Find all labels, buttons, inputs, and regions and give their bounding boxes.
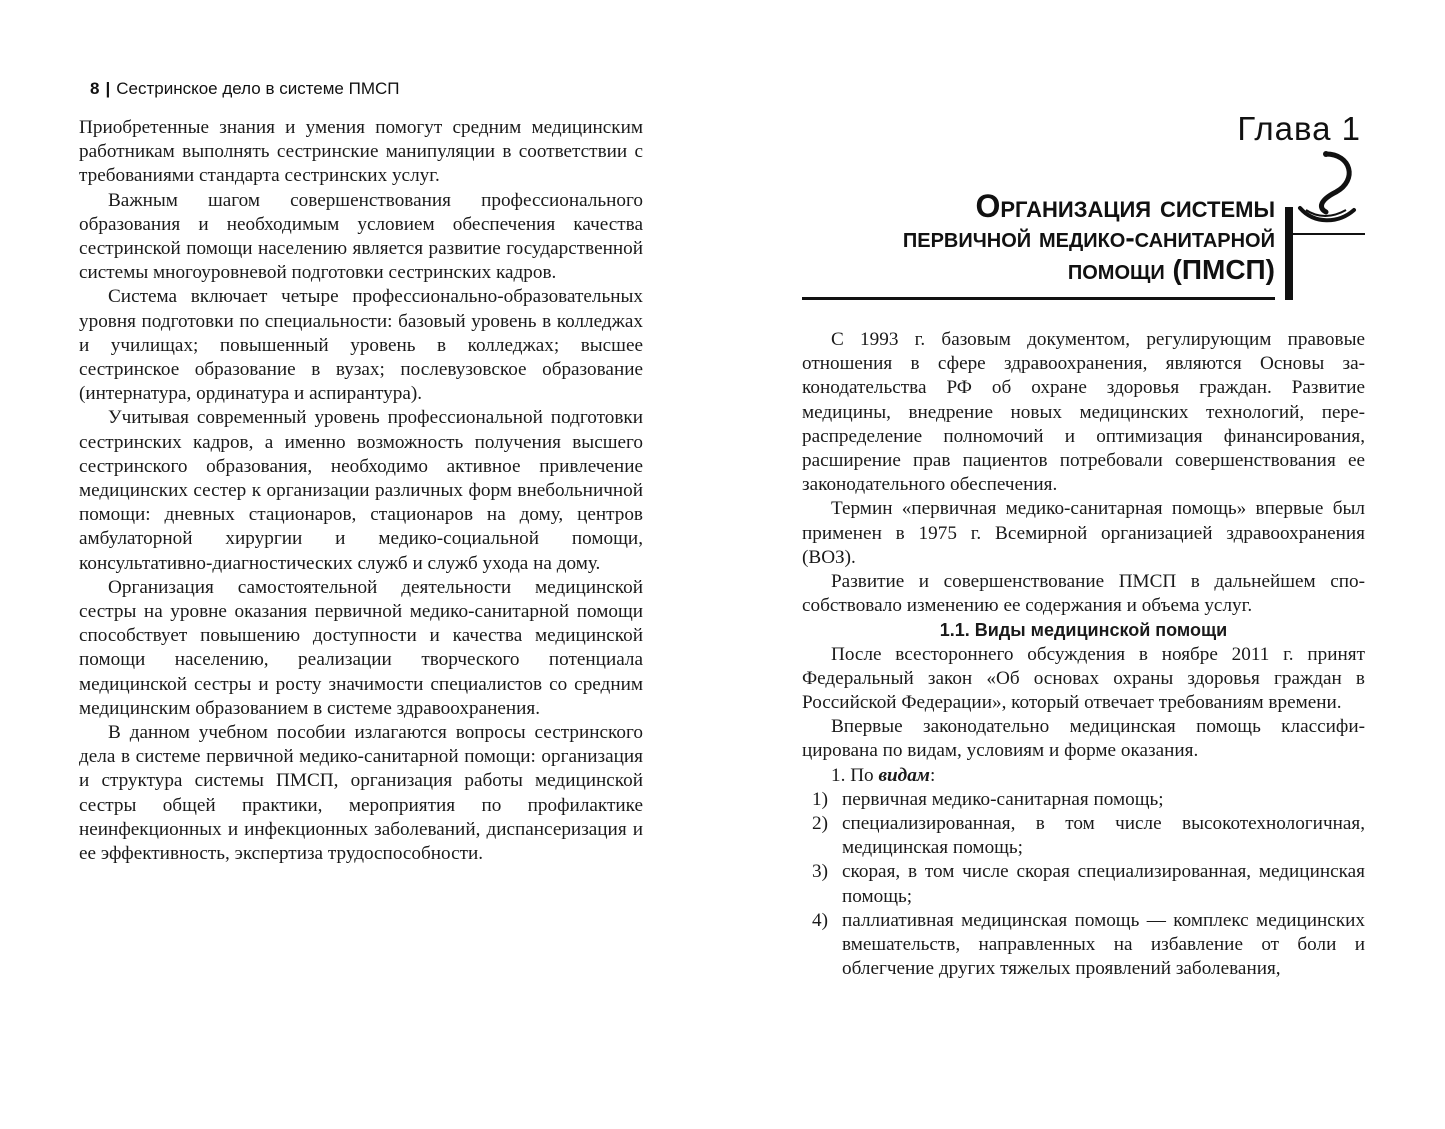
paragraph: С 1993 г. базовым документом, регулирующим правовые отношения в сфере здравоохранения, являются Основы законодательства РФ об охране здоровья граждан. Развитие медицины, внедрение новых медицинских технологий, перераспределение полномочий и оптимизация финансирования, расширение прав пациентов потребовали совершенствования ее законодательного обеспечения. <box>802 329 1365 496</box>
chapter-horizontal-rule <box>802 297 1275 300</box>
chapter-title-line: Организация системы <box>975 188 1275 224</box>
chapter-title-line: первичной медико-санитарной <box>902 222 1275 253</box>
list-item <box>802 860 1365 908</box>
left-page <box>0 0 722 1129</box>
paragraph: Система включает четыре профессионально-образовательных уровня подготовки по специальности: базовый уровень в колледжах и училищах; повышенный уровень в колледжах; высшее сестринское образование в вузах; послевузовское образование (интернатура, ординатура и аспирантура). <box>79 286 643 405</box>
bowl-of-hygieia-icon <box>1296 150 1366 235</box>
paragraph: Термин «первичная медико-санитарная помощь» впервые был применен в 1975 г. Всемирной организацией здравоохранения (ВОЗ). <box>802 498 1365 568</box>
paragraph: В данном учебном пособии излагаются вопросы сестринского дела в системе первичной медико-санитарной помощи: организация и структура системы ПМСП, организация работы медицинской сестры общей практики, мероприятия по профилактике неинфекционных и инфекционных заболеваний, диспансеризация и ее эффективность, экспертиза трудоспособности. <box>79 722 643 865</box>
page-number: 8 <box>90 79 100 98</box>
chapter-title-line: помощи (ПМСП) <box>1067 254 1275 285</box>
list-intro-prefix: 1. По <box>831 764 879 786</box>
list-item <box>802 788 1365 812</box>
list-item-number: 4) <box>812 909 828 931</box>
list-intro-suffix: : <box>929 764 936 786</box>
paragraph: Организация самостоятельной деятельности медицинской сестры на уровне оказания первичной медико-санитарной помощи способствует повышению доступности и качества медицинской помощи населению, реализации творческого потенциала медицинской сестры и росту значимости специалистов со средним медицинским образованием в системе здравоохранения. <box>79 576 643 719</box>
running-header <box>90 79 400 99</box>
list-item-number: 3) <box>812 861 828 883</box>
chapter-vertical-rule <box>1285 207 1293 300</box>
list-intro-emphasis: видам <box>878 764 930 786</box>
right-page <box>722 0 1445 1129</box>
section-heading: 1.1. Виды медицинской помощи <box>939 620 1228 641</box>
paragraph: После всестороннего обсуждения в ноябре 2011 г. принят Федеральный закон «Об основах охраны здоровья граждан в Российской Федерации», который отвечает требованиям времени. <box>802 643 1365 714</box>
chapter-title <box>903 190 1275 286</box>
paragraph: Приобретенные знания и умения помогут средним медицинским работникам выполнять сестринские манипуляции в соответствии с требованиями стандарта сестринских услуг. <box>79 117 643 187</box>
header-separator: | <box>105 79 111 98</box>
list-intro <box>802 764 1365 788</box>
right-body-text <box>802 328 1365 981</box>
care-types-list <box>802 788 1365 982</box>
paragraph: Важным шагом совершенствования профессионального образования и необходимым условием обеспечения качества сестринской помощи населению является развитие государственной системы многоуровневой подготовки сестринских кадров. <box>79 189 643 284</box>
list-item <box>802 812 1365 860</box>
paragraph: Развитие и совершенствование ПМСП в дальнейшем способствовало изменению ее содержания и объема услуг. <box>802 571 1365 617</box>
list-item-text: паллиативная медицинская помощь — комплекс медицинских вмешательств, направленных на избавление от боли и облегчение других тяжелых проявлений заболевания, <box>842 909 1365 980</box>
list-item-text: специализированная, в том числе высокотехнологичная, медицинская помощь; <box>842 813 1365 859</box>
list-item-number: 2) <box>812 813 828 835</box>
list-item-text: скорая, в том числе скорая специализированная, медицинская помощь; <box>842 861 1365 907</box>
paragraph: Впервые законодательно медицинская помощь классифицирована по видам, условиям и форме оказания. <box>802 716 1365 762</box>
paragraph: Учитывая современный уровень профессиональной подготовки сестринских кадров, а именно возможность получения высшего сестринского образования, необходимо активное привлечение медицинских сестер к организации различных форм внебольничной помощи: дневных стационаров, стационаров на дому, центров амбулаторной хирургии и медико-социальной помощи, консультативно-диагностических служб и служб ухода на дому. <box>79 407 643 574</box>
list-item-number: 1) <box>812 788 828 810</box>
running-title: Сестринское дело в системе ПМСП <box>116 79 400 98</box>
chapter-short-rule <box>1293 233 1365 235</box>
list-item-text: первичная медико-санитарная помощь; <box>842 788 1164 810</box>
chapter-label: Глава 1 <box>1237 110 1361 147</box>
list-item <box>802 909 1365 982</box>
left-body-text <box>79 116 643 866</box>
